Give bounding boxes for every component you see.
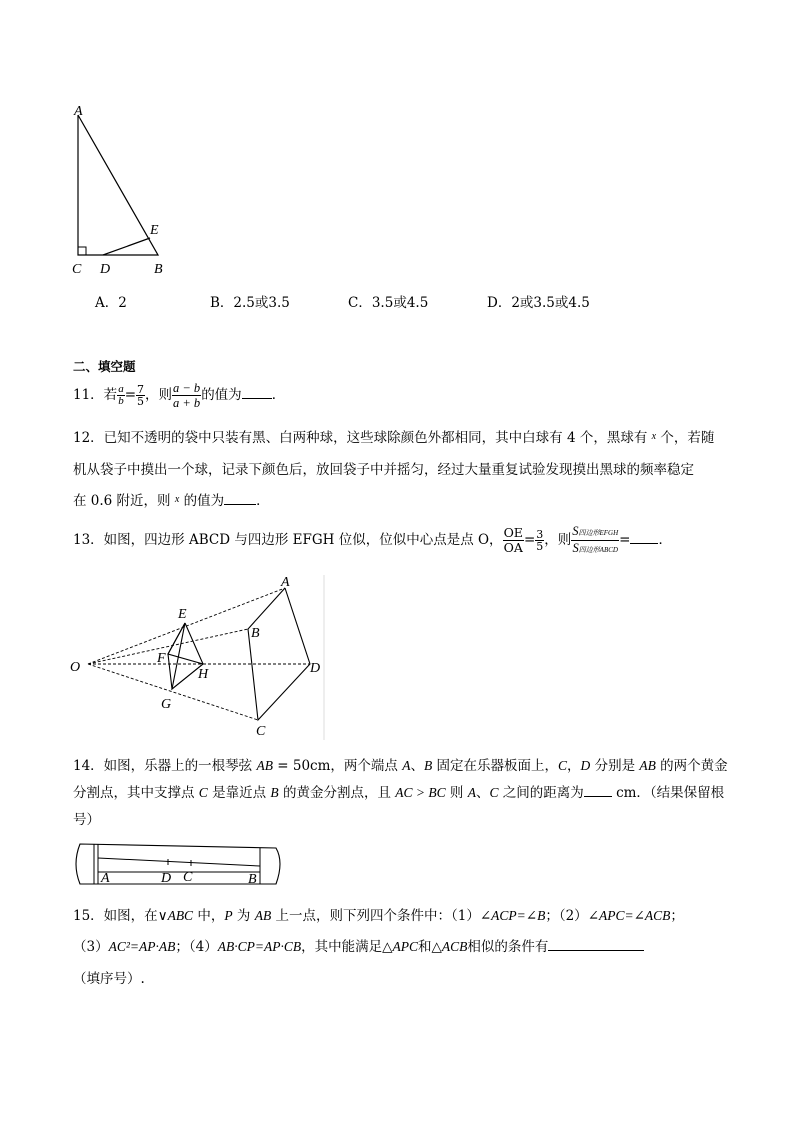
- segment-de: [103, 238, 150, 255]
- label-D: D: [161, 871, 172, 886]
- question-15-line1: 15．如图，在∨ABC 中，P 为 AB 上一点，则下列四个条件中：（1）∠ACP=∠B；（2）∠APC=∠ACB；: [73, 908, 684, 924]
- label-F: F: [157, 651, 166, 666]
- fig14-instrument: [70, 840, 285, 890]
- question-12-line2: 机从袋子中摸出一个球，记录下颜色后，放回袋子中并摇匀，经过大量重复试验发现摸出黑球的频率稳定: [73, 462, 694, 478]
- question-12-line1: 12．已知不透明的袋中只装有黑、白两种球，这些球除颜色外都相同，其中白球有 4 个，黑球有 $^x$ 个，若随: [73, 430, 715, 446]
- label-G: G: [161, 697, 172, 712]
- label-B: B: [251, 626, 260, 641]
- question-15-line3: （填序号）.: [73, 971, 145, 987]
- answer-blank-12[interactable]: [224, 492, 256, 505]
- answer-blank-13[interactable]: [630, 531, 658, 544]
- section-title: 二、填空题: [73, 359, 136, 374]
- label-H: H: [198, 667, 209, 682]
- question-14-line3: 号）: [73, 812, 100, 828]
- label-E: E: [150, 223, 159, 238]
- option-c[interactable]: C．3.5或4.5: [348, 295, 429, 311]
- string-ab: [98, 858, 260, 866]
- question-15-line2: （3）AC²=AP·AB；（4）AB·CP=AP·CB，其中能满足△APC和△ACB相似的条件有: [73, 935, 644, 955]
- answer-blank-14[interactable]: [584, 784, 612, 797]
- question-11: 11．若 $\frac{a}{b}$ = $\frac{7}{5}$ ，则 $\frac{a - b}{a + b}$ 的值为 ．: [73, 381, 286, 410]
- label-A: A: [74, 104, 83, 119]
- label-A: A: [281, 575, 290, 590]
- option-a[interactable]: A．2: [95, 295, 127, 311]
- label-C: C: [72, 262, 82, 277]
- option-d[interactable]: D．2或3.5或4.5: [487, 295, 590, 311]
- label-C: C: [256, 724, 266, 739]
- label-A: A: [101, 871, 110, 886]
- fig13-homothety: [65, 575, 325, 740]
- question-12-line3: 在 0.6 附近，则 $^x$ 的值为 ．: [73, 493, 270, 509]
- label-D: D: [100, 262, 111, 277]
- label-B: B: [248, 872, 257, 887]
- question-13: 13．如图，四边形 ABCD 与四边形 EFGH 位似，位似中心点是点 O， $\frac{OE}{OA}$ = $\frac{3}{5}$ ，则 $\frac{\text{S四边形EFGH}}{\text{S四边形ABCD}}$ = ．: [73, 524, 672, 555]
- question-14-line2: 分割点，其中支撑点 C 是靠近点 B 的黄金分割点，且 AC > BC 则 A、C 之间的距离为 cm．（结果保留根: [73, 785, 725, 801]
- fig10-triangle: [60, 95, 180, 285]
- label-C: C: [183, 870, 193, 885]
- label-B: B: [154, 262, 163, 277]
- question-14-line1: 14．如图，乐器上的一根琴弦 AB = 50cm，两个端点 A、B 固定在乐器板面上，C，D 分别是 AB 的两个黄金: [73, 758, 728, 774]
- label-D: D: [310, 661, 321, 676]
- triangle-acb: [78, 115, 158, 255]
- label-E: E: [178, 607, 187, 622]
- option-b[interactable]: B．2.5或3.5: [210, 295, 290, 311]
- answer-blank-15[interactable]: [548, 938, 644, 951]
- right-angle-mark: [78, 247, 86, 255]
- label-O: O: [70, 660, 81, 675]
- answer-blank-11[interactable]: [242, 386, 272, 399]
